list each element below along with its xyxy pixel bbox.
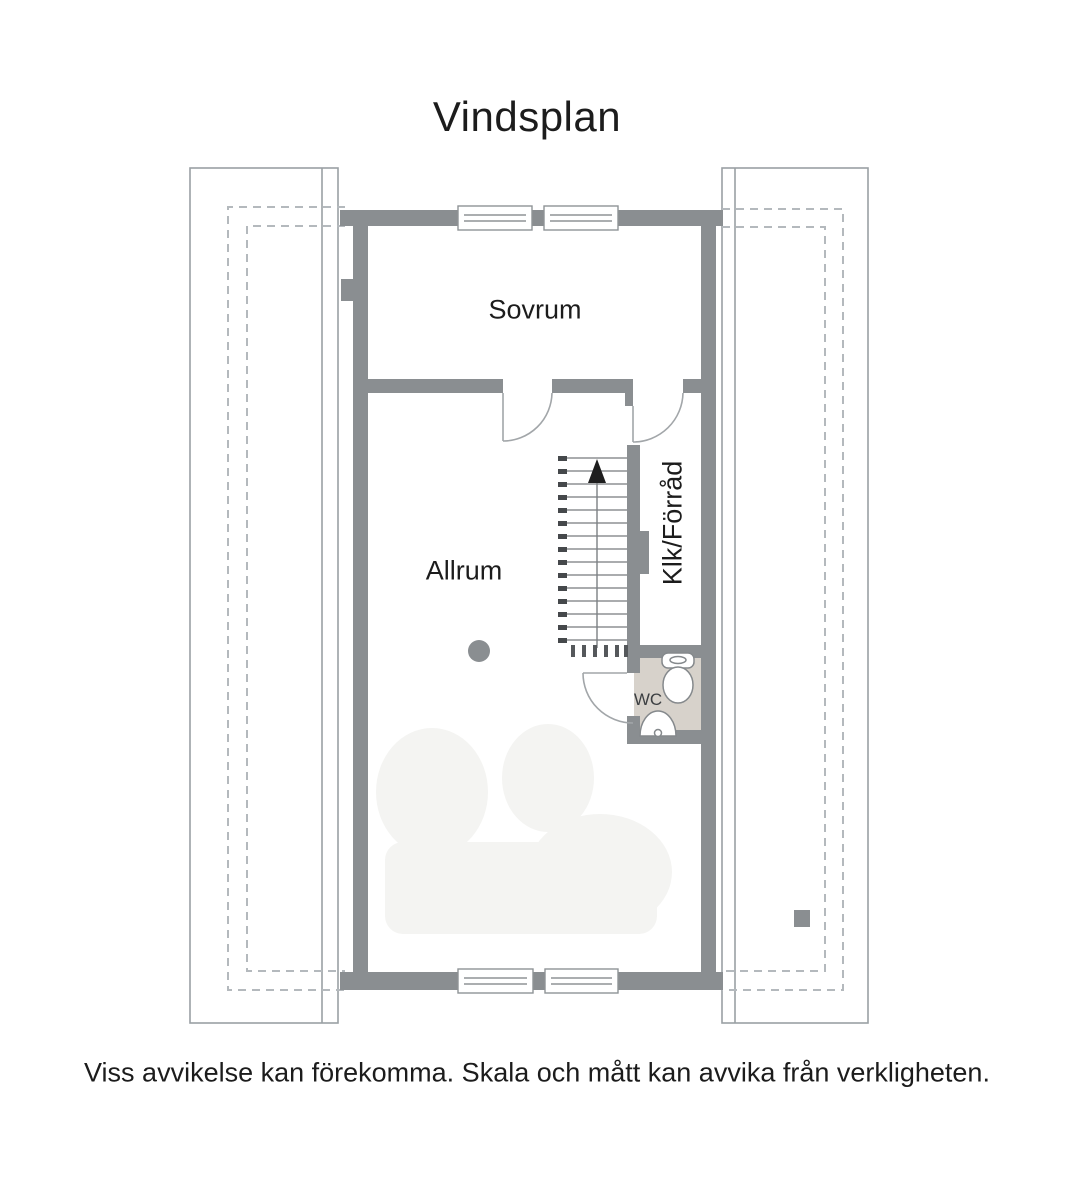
disclaimer-text: Viss avvikelse kan förekomma. Skala och mått kan avvika från verkligheten.: [84, 1057, 990, 1088]
window-top-right: [544, 206, 618, 230]
door-sovrum: [503, 393, 552, 441]
window-top-left: [458, 206, 532, 230]
exterior-wall-right: [701, 210, 716, 990]
room-label-klk-forrad: Klk/Förråd: [657, 460, 688, 586]
window-bottom-left: [458, 969, 533, 993]
wc-wall-upper-left: [627, 652, 640, 673]
sovrum-wall-right-segment: [683, 379, 701, 393]
room-label-allrum: Allrum: [425, 555, 503, 586]
faint-watermark-shapes: [376, 724, 672, 934]
klk-door-hinge-stub: [625, 393, 633, 406]
sovrum-wall-left-segment: [368, 379, 503, 393]
roof-hatch-square: [794, 910, 810, 927]
roof-area-right: [722, 168, 868, 1023]
door-wc: [583, 673, 633, 723]
roof-area-left: [190, 168, 338, 1023]
page-title: Vindsplan: [432, 93, 622, 140]
stair-closet-wall-bump: [640, 531, 649, 574]
chimney-dot: [468, 640, 490, 662]
room-label-wc: WC: [633, 690, 663, 709]
exterior-wall-left: [353, 210, 368, 990]
wall-stub-left: [341, 279, 354, 301]
room-label-sovrum: Sovrum: [488, 294, 582, 325]
stair-bottom-ticks: [571, 645, 628, 657]
toilet-icon: [662, 653, 694, 703]
roof-rect-right: [722, 168, 868, 1023]
door-klk: [633, 393, 683, 442]
sovrum-wall-middle-segment: [552, 379, 633, 393]
window-bottom-right: [545, 969, 618, 993]
roof-rect-left: [190, 168, 338, 1023]
stairs: [558, 456, 628, 657]
stair-edge-dashes: [558, 456, 567, 643]
stair-closet-wall: [627, 445, 640, 652]
